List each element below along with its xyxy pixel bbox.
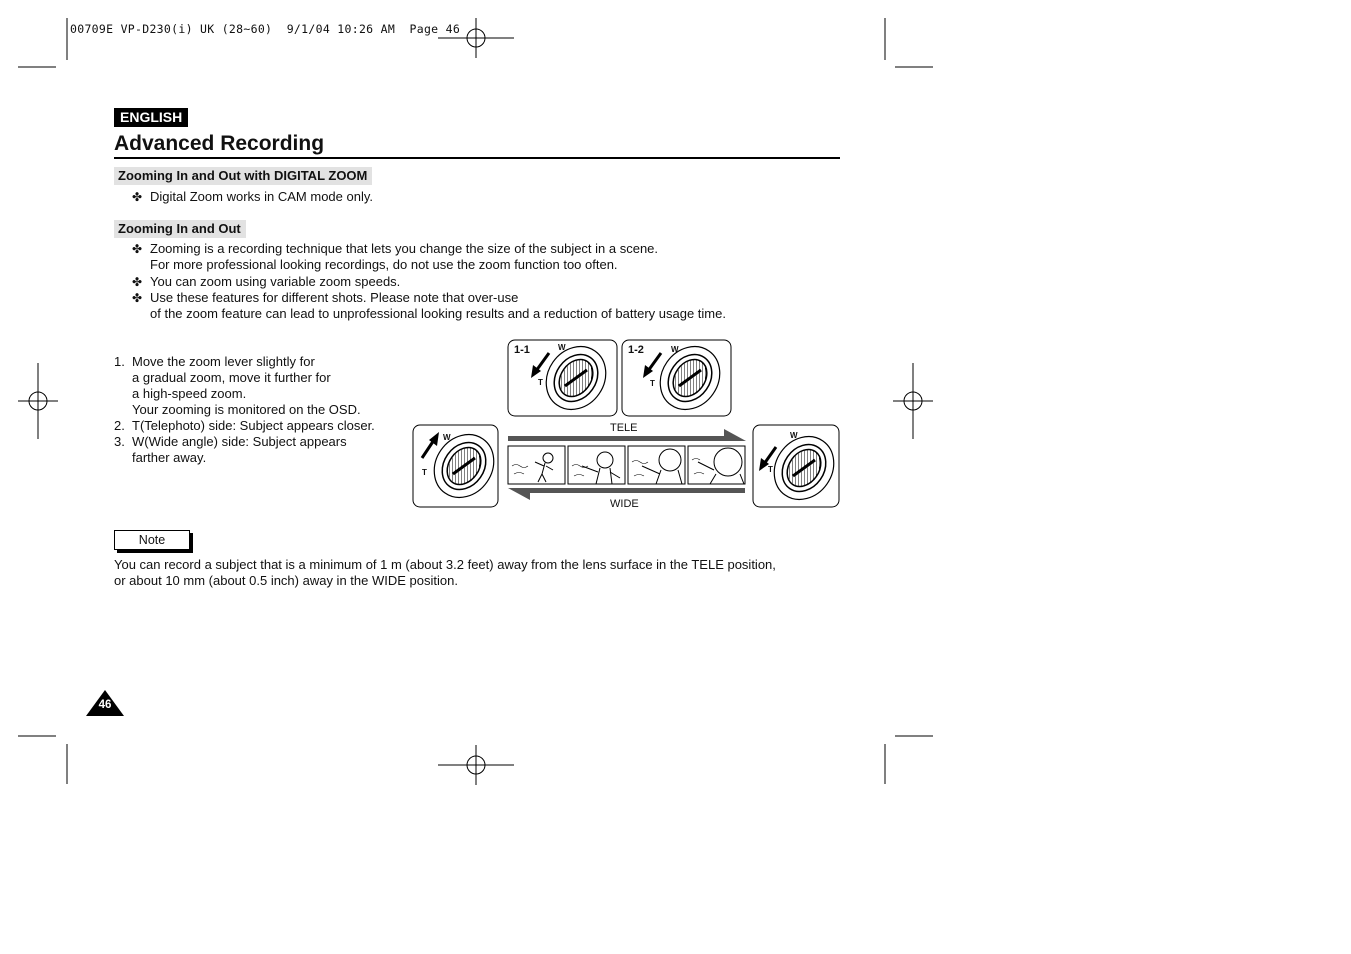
zoom-bullet-2: ✤ You can zoom using variable zoom speeds.	[132, 274, 401, 289]
panel-wide-lever	[753, 425, 846, 511]
step-item: 3. W(Wide angle) side: Subject appears farther away.	[114, 434, 347, 465]
print-slug: 00709E VP-D230(i) UK (28~60) 9/1/04 10:26 AM Page 46	[70, 22, 461, 36]
w-label: W	[558, 343, 566, 352]
tele-label: TELE	[610, 422, 638, 434]
bullet-icon: ✤	[132, 190, 143, 204]
panel-label-1-2: 1-2	[628, 344, 644, 356]
page-title: Advanced Recording	[114, 132, 325, 155]
zoom-bullet-3: ✤ Use these features for different shots. Please note that over-use of the zoom feature can lead to unprofessional looking results and a reduction of battery usage time.	[132, 290, 726, 321]
note-label: Note	[114, 530, 190, 550]
bullet-icon: ✤	[132, 242, 143, 256]
section-heading-digital-zoom: Zooming In and Out with DIGITAL ZOOM	[114, 167, 372, 185]
panel-tele-lever	[413, 423, 506, 509]
bullet-icon: ✤	[132, 275, 143, 289]
step-item: 2. T(Telephoto) side: Subject appears closer.	[114, 418, 375, 433]
section-heading-zooming: Zooming In and Out	[114, 220, 246, 238]
t-label: T	[538, 378, 543, 387]
note-text: You can record a subject that is a minimum of 1 m (about 3.2 feet) away from the lens surface in the TELE position, or about 10 mm (about 0.5 inch) away in the WIDE position.	[114, 557, 776, 588]
w-label: W	[790, 431, 798, 440]
panel-label-1-1: 1-1	[514, 344, 530, 356]
zoom-bullet-1: ✤ Zooming is a recording technique that lets you change the size of the subject in a scene. For more professional looking recordings, do not use the zoom function too often.	[132, 241, 659, 272]
w-label: W	[671, 345, 679, 354]
language-badge: ENGLISH	[114, 108, 188, 127]
t-label: T	[768, 465, 773, 474]
step-item: 1. Move the zoom lever slightly for a gradual zoom, move it further for a high-speed zoom. Your zooming is monitored on the OSD.	[114, 354, 361, 417]
zoom-frames	[508, 446, 745, 484]
w-label: W	[443, 433, 451, 442]
page-number: 46	[98, 699, 112, 711]
t-label: T	[422, 468, 427, 477]
digital-zoom-bullet: ✤ Digital Zoom works in CAM mode only.	[132, 189, 373, 204]
t-label: T	[650, 379, 655, 388]
bullet-icon: ✤	[132, 291, 143, 305]
wide-label: WIDE	[610, 498, 639, 510]
